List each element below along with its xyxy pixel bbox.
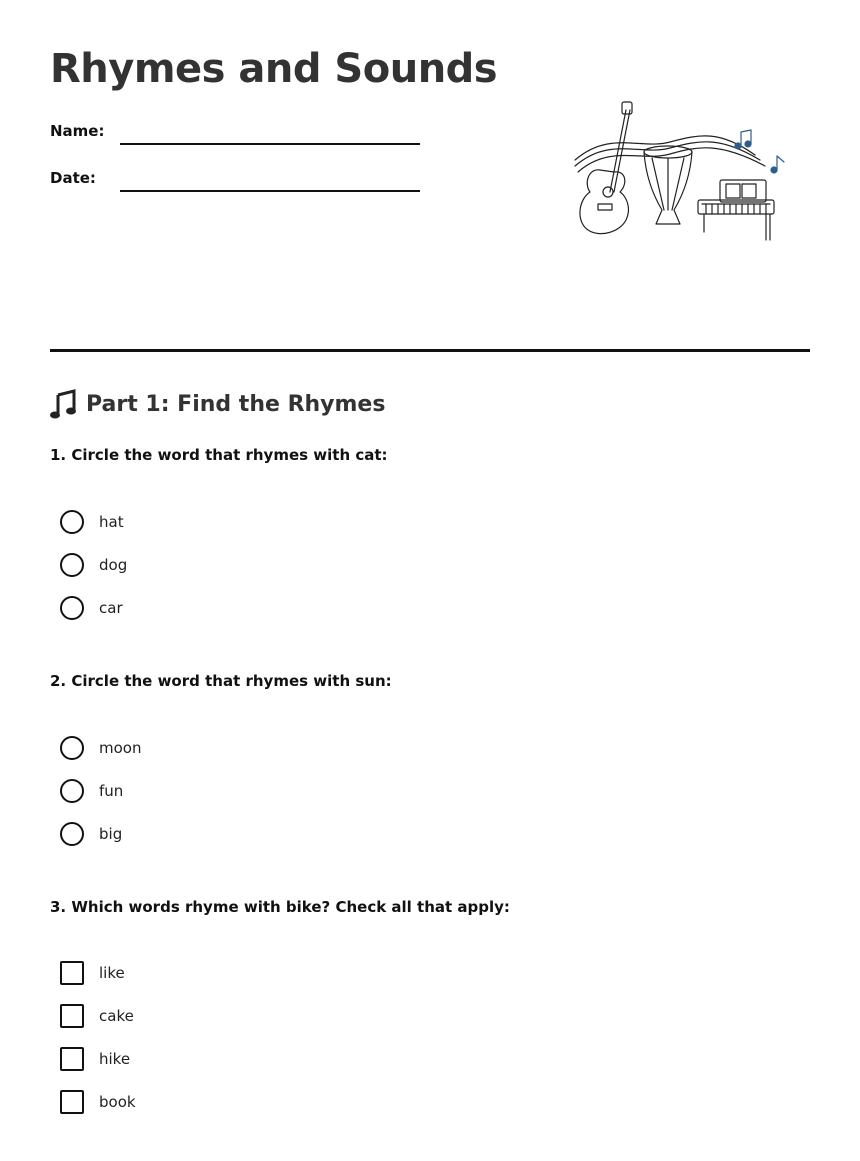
date-label: Date: [50,169,96,187]
radio-button[interactable] [60,736,84,760]
question-1-option-hat[interactable] [60,509,124,535]
name-label: Name: [50,122,105,140]
option-label: big [99,825,123,843]
name-field[interactable] [120,143,420,145]
option-label: fun [99,782,124,800]
radio-button[interactable] [60,596,84,620]
question-3-option-hike[interactable] [60,1046,130,1072]
music-instruments-illustration [570,100,800,245]
piano-icon [698,180,774,240]
guitar-icon [580,102,632,234]
question-2-option-moon[interactable] [60,735,141,761]
question-2-text: 2. Circle the word that rhymes with sun: [50,672,392,690]
option-label: hike [99,1050,131,1068]
music-note-icon [50,389,76,419]
option-label: car [99,599,123,617]
checkbox[interactable] [60,1004,84,1028]
section-divider [50,349,810,352]
sound-wave-icon [575,136,765,172]
question-1-option-dog[interactable] [60,552,127,578]
checkbox[interactable] [60,1047,84,1071]
section-title-text: Part 1: Find the Rhymes [86,391,386,417]
option-label: hat [99,513,124,531]
question-3-option-like[interactable] [60,960,125,986]
drum-icon [644,146,692,224]
option-label: moon [99,739,142,757]
question-2-option-big[interactable] [60,821,122,847]
option-label: dog [99,556,128,574]
option-label: book [99,1093,136,1111]
checkbox[interactable] [60,961,84,985]
question-3-option-cake[interactable] [60,1003,134,1029]
date-field[interactable] [120,190,420,192]
option-label: cake [99,1007,134,1025]
checkbox[interactable] [60,1090,84,1114]
option-label: like [99,964,125,982]
section-title [50,389,385,419]
radio-button[interactable] [60,779,84,803]
music-note-icon [735,130,784,173]
worksheet-title: Rhymes and Sounds [50,46,498,92]
radio-button[interactable] [60,822,84,846]
question-3-text: 3. Which words rhyme with bike? Check all that apply: [50,898,510,916]
question-3-option-book[interactable] [60,1089,136,1115]
question-2-option-fun[interactable] [60,778,123,804]
question-1-text: 1. Circle the word that rhymes with cat: [50,446,388,464]
radio-button[interactable] [60,553,84,577]
radio-button[interactable] [60,510,84,534]
question-1-option-car[interactable] [60,595,123,621]
